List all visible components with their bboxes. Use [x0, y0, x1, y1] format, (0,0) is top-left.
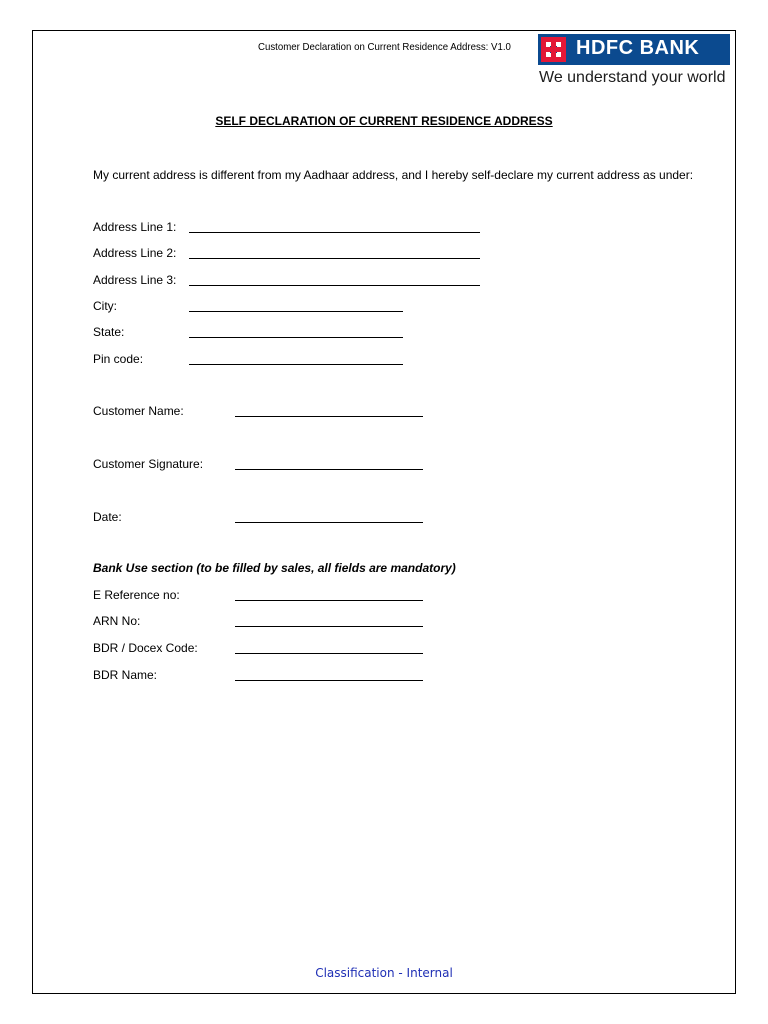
hdfc-bank-logo: [538, 34, 732, 88]
e-reference-label: E Reference no:: [93, 588, 180, 602]
bdr-docex-code-label: BDR / Docex Code:: [93, 641, 198, 655]
arn-no-field[interactable]: [235, 626, 423, 627]
bdr-name-label: BDR Name:: [93, 668, 158, 682]
document-version-label: Customer Declaration on Current Residence Address: V1.0: [258, 41, 511, 53]
intro-statement: My current address is different from my Aadhaar address, and I hereby self-declare my current address as under:: [93, 168, 694, 182]
bank-use-section-title: Bank Use section (to be filled by sales, all fields are mandatory): [93, 561, 456, 575]
hdfc-logo-mark-icon: [541, 37, 566, 62]
pin-code-label: Pin code:: [93, 352, 144, 366]
bdr-docex-code-field[interactable]: [235, 653, 423, 654]
logo-brand-name: HDFC BANK: [576, 37, 700, 59]
address-line-1-label: Address Line 1:: [93, 220, 177, 234]
page-title: SELF DECLARATION OF CURRENT RESIDENCE ADDRESS: [215, 114, 553, 128]
address-line-2-label: Address Line 2:: [93, 246, 177, 260]
customer-name-label: Customer Name:: [93, 404, 184, 418]
address-line-3-field[interactable]: [189, 285, 480, 286]
customer-name-field[interactable]: [235, 416, 423, 417]
state-label: State:: [93, 325, 125, 339]
address-line-2-field[interactable]: [189, 258, 480, 259]
state-field[interactable]: [189, 337, 403, 338]
customer-signature-label: Customer Signature:: [93, 457, 204, 471]
bdr-name-field[interactable]: [235, 680, 423, 681]
customer-signature-field[interactable]: [235, 469, 423, 470]
arn-no-label: ARN No:: [93, 614, 141, 628]
address-line-1-field[interactable]: [189, 232, 480, 233]
city-label: City:: [93, 299, 117, 313]
pin-code-field[interactable]: [189, 364, 403, 365]
logo-banner: [538, 34, 730, 65]
date-field[interactable]: [235, 522, 423, 523]
e-reference-field[interactable]: [235, 600, 423, 601]
logo-tagline: We understand your world: [539, 69, 726, 86]
classification-label: Classification - Internal: [315, 966, 453, 980]
city-field[interactable]: [189, 311, 403, 312]
address-line-3-label: Address Line 3:: [93, 273, 177, 287]
date-label: Date:: [93, 510, 122, 524]
